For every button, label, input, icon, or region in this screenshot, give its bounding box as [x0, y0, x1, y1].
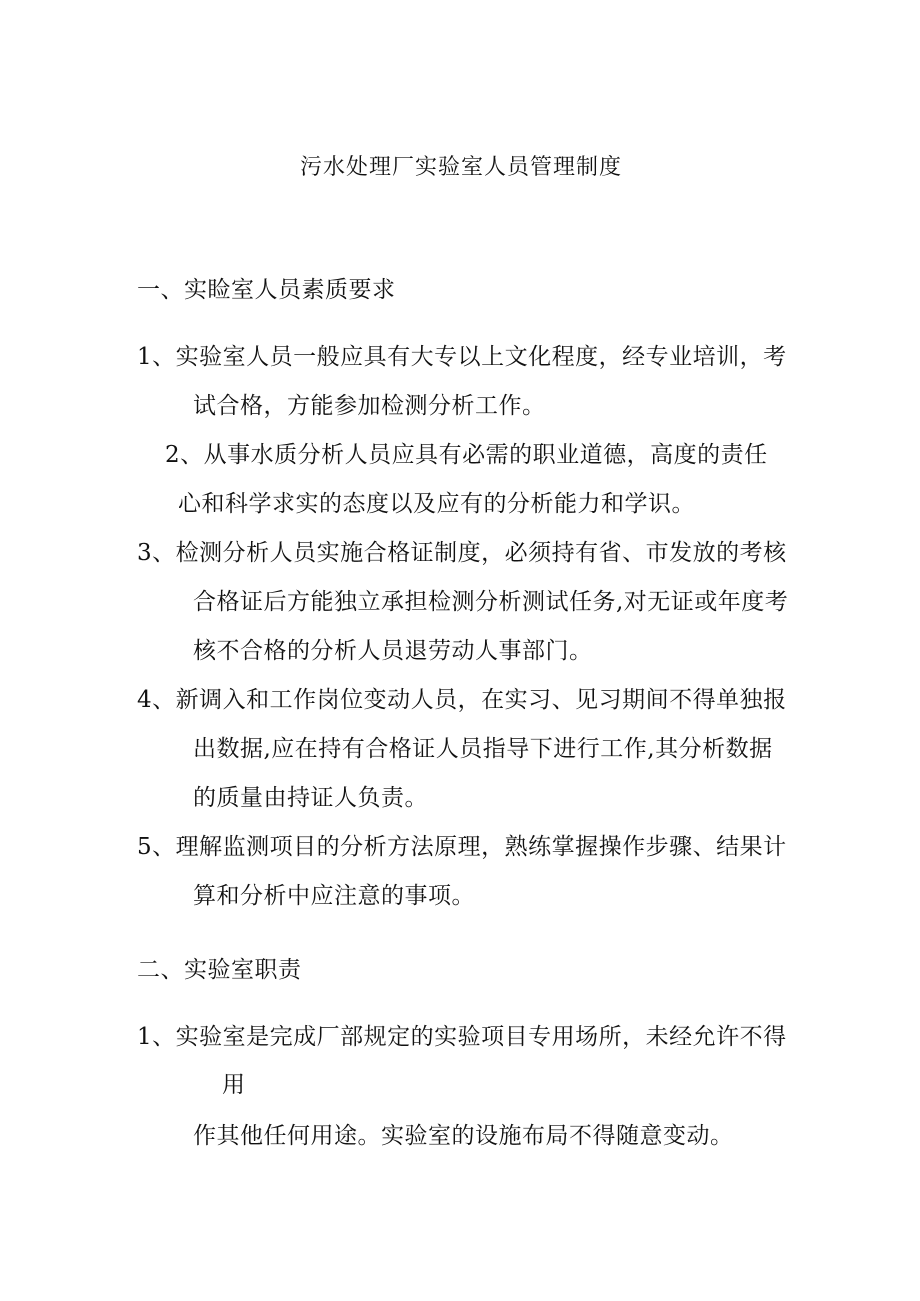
list-item-line: 作其他任何用途。实验室的设施布局不得随意变动。: [193, 1123, 734, 1149]
list-item-line: 2、从事水质分析人员应具有必需的职业道德，高度的责任: [165, 442, 768, 468]
list-item-line: 3、检测分析人员实施合格证制度，必须持有省、市发放的考核: [137, 540, 787, 566]
list-item-line: 1、实验室是完成厂部规定的实验项目专用场所，未经允许不得: [137, 1024, 787, 1050]
list-item-line: 1、实验室人员一般应具有大专以上文化程度，经专业培训，考: [137, 344, 787, 370]
list-item-line: 4、新调入和工作岗位变动人员，在实习、见习期间不得单独报: [137, 687, 787, 713]
list-item-line: 算和分析中应注意的事项。: [193, 883, 475, 909]
list-item-line: 合格证后方能独立承担检测分析测试任务,对无证或年度考: [193, 589, 789, 615]
list-item-line: 的质量由持证人负责。: [193, 785, 428, 811]
section-heading: 一、实睑室人员素质要求: [137, 277, 396, 303]
document-title: 污水处理厂实验室人员管理制度: [300, 155, 623, 180]
list-item-line: 试合格，方能参加检测分析工作。: [193, 393, 546, 419]
section-heading: 二、实验室职责: [137, 957, 302, 983]
list-item-line: 心和科学求实的态度以及应有的分析能力和学识。: [178, 491, 695, 517]
list-item-line: 用: [222, 1072, 246, 1098]
list-item-line: 出数据,应在持有合格证人员指导下进行工作,其分析数据: [193, 736, 773, 762]
list-item-line: 核不合格的分析人员退劳动人事部门。: [193, 638, 593, 664]
list-item-line: 5、理解监测项目的分析方法原理，熟练掌握操作步骤、结果计: [137, 834, 787, 860]
